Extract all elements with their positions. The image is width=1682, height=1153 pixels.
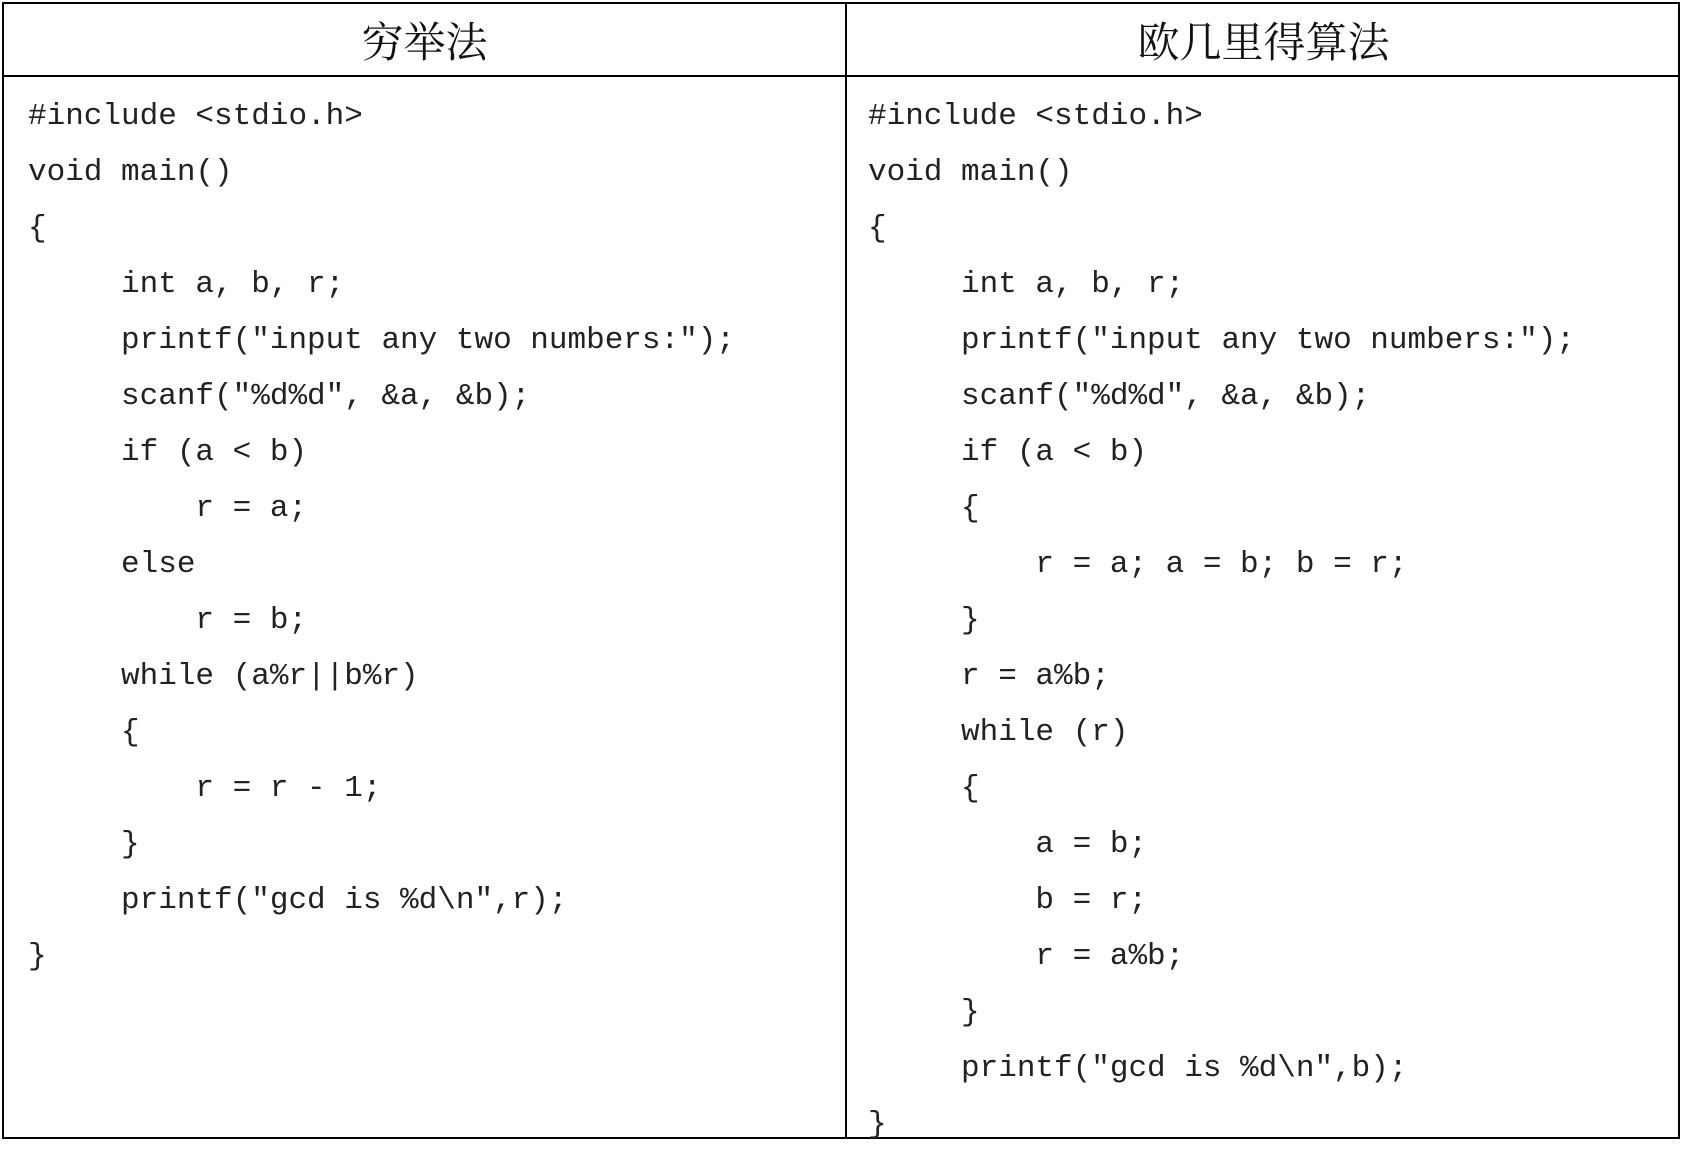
code-line: r = b;: [28, 603, 308, 638]
code-line: r = a; a = b; b = r;: [868, 547, 1408, 582]
code-line: printf("input any two numbers:");: [868, 323, 1575, 358]
column-divider: [845, 4, 847, 1137]
code-line: else: [28, 547, 196, 582]
code-line: int a, b, r;: [28, 267, 345, 302]
code-line: r = a%b;: [868, 659, 1110, 694]
code-line: b = r;: [868, 883, 1148, 918]
code-line: printf("input any two numbers:");: [28, 323, 735, 358]
code-line: r = a;: [28, 491, 308, 526]
header-exhaustive-method: 穷举法: [361, 17, 488, 67]
code-line: r = a%b;: [868, 939, 1185, 974]
code-line: r = r - 1;: [28, 771, 382, 806]
code-line: printf("gcd is %d\n",r);: [28, 883, 568, 918]
code-line: void main(): [28, 155, 233, 190]
code-line: scanf("%d%d", &a, &b);: [28, 379, 531, 414]
code-line: if (a < b): [28, 435, 308, 470]
code-line: while (a%r||b%r): [28, 659, 419, 694]
exhaustive-code-block: [28, 89, 735, 985]
comparison-table: [2, 2, 1680, 1142]
code-line: }: [868, 1107, 887, 1142]
code-line: {: [868, 491, 980, 526]
code-line: {: [868, 771, 980, 806]
code-line: int a, b, r;: [868, 267, 1185, 302]
code-line: void main(): [868, 155, 1073, 190]
code-line: while (r): [868, 715, 1129, 750]
code-line: if (a < b): [868, 435, 1148, 470]
euclidean-code-block: [868, 89, 1575, 1153]
code-line: a = b;: [868, 827, 1148, 862]
code-line: }: [868, 995, 980, 1030]
code-line: }: [28, 827, 140, 862]
header-divider: [4, 75, 1678, 77]
code-line: #include <stdio.h>: [868, 99, 1203, 134]
code-line: scanf("%d%d", &a, &b);: [868, 379, 1371, 414]
code-line: {: [28, 211, 47, 246]
code-line: #include <stdio.h>: [28, 99, 363, 134]
code-line: }: [868, 603, 980, 638]
header-euclidean-algorithm: 欧几里得算法: [1137, 17, 1390, 67]
code-line: {: [868, 211, 887, 246]
code-line: printf("gcd is %d\n",b);: [868, 1051, 1408, 1086]
code-line: }: [28, 939, 47, 974]
code-line: {: [28, 715, 140, 750]
